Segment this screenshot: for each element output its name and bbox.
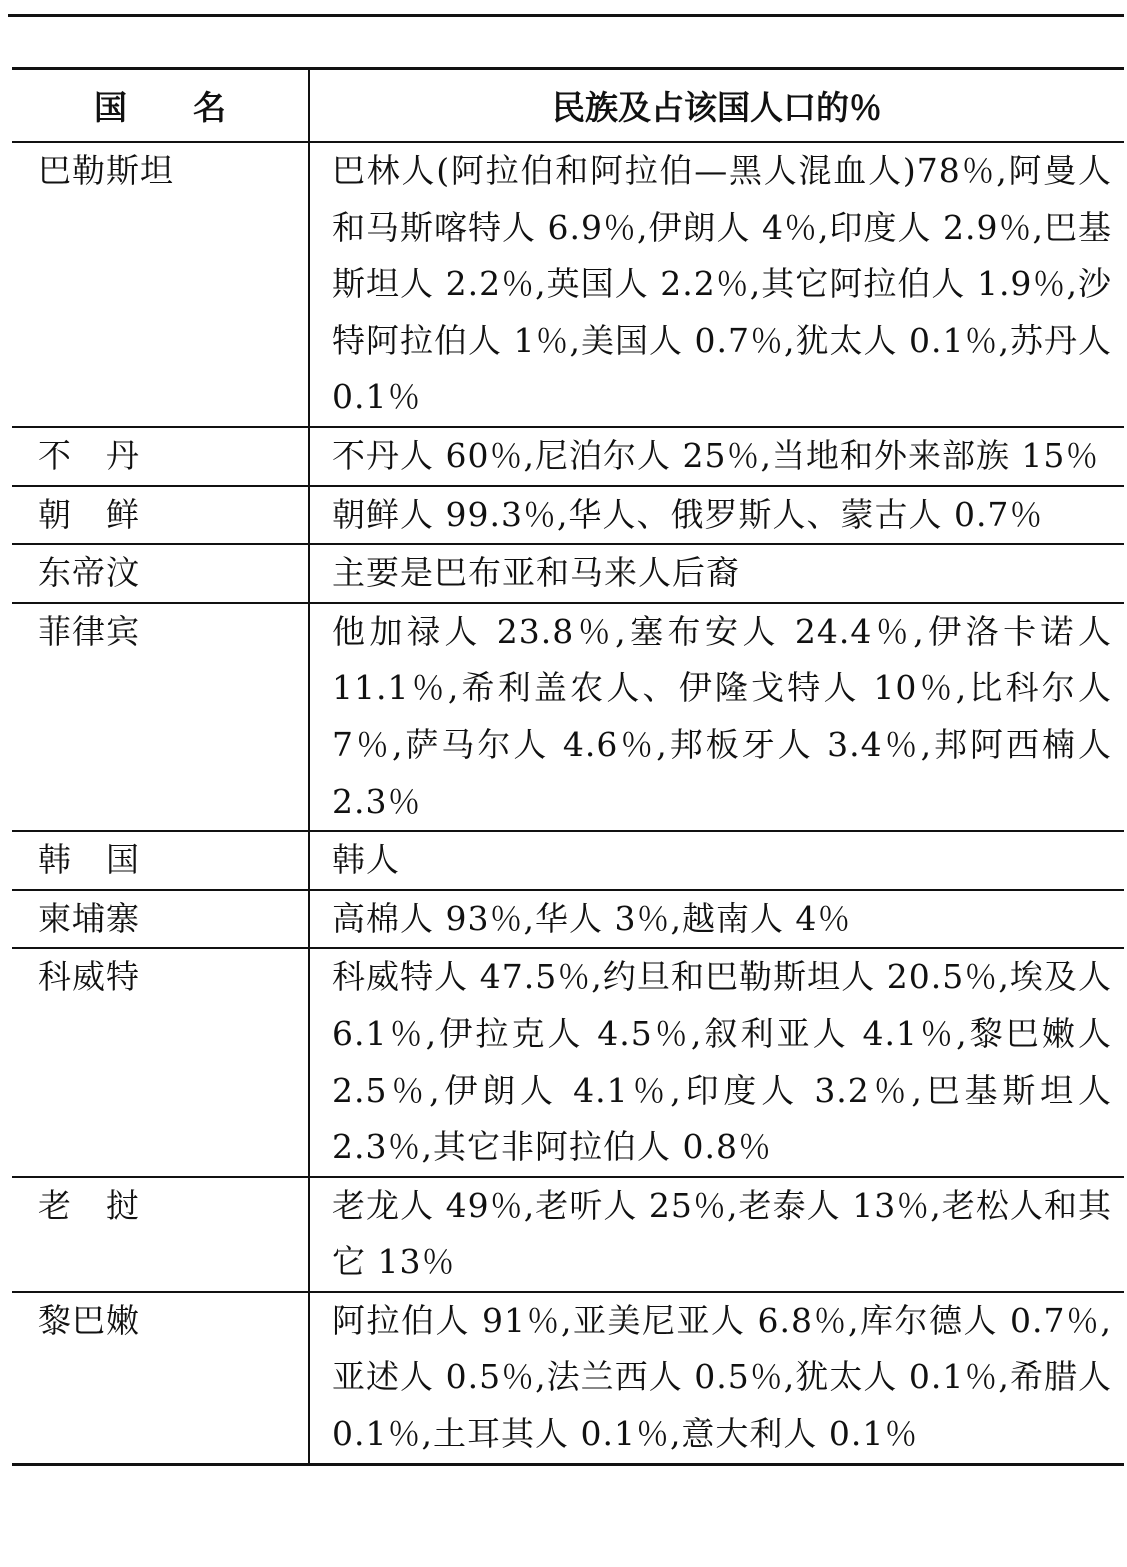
- ethnic-composition: 科威特人 47.5％,约旦和巴勒斯坦人 20.5％,埃及人 6.1％,伊拉克人 4.5％,叙利亚人 4.1％,黎巴嫩人 2.5％,伊朗人 4.1％,印度人 3.2％,巴基斯坦人 2.3％,其它非阿拉伯人 0.8％: [309, 948, 1124, 1176]
- ethnic-composition: 老龙人 49％,老听人 25％,老泰人 13％,老松人和其它 13％: [309, 1177, 1124, 1292]
- ethnic-composition: 不丹人 60％,尼泊尔人 25％,当地和外来部族 15％: [309, 427, 1124, 486]
- country-name: 韩 国: [12, 831, 309, 890]
- table-row: [12, 486, 1124, 545]
- table-row: [12, 948, 1124, 1176]
- table-row: [12, 427, 1124, 486]
- country-name: 朝 鲜: [12, 486, 309, 545]
- table-row: [12, 603, 1124, 831]
- country-name: 不 丹: [12, 427, 309, 486]
- table-row: [12, 1292, 1124, 1464]
- table-row: [12, 1177, 1124, 1292]
- ethnic-composition-table: [12, 67, 1124, 1466]
- country-name: 老 挝: [12, 1177, 309, 1292]
- top-rule: [8, 14, 1124, 17]
- country-name: 菲律宾: [12, 603, 309, 831]
- ethnic-composition: 高棉人 93％,华人 3％,越南人 4％: [309, 890, 1124, 949]
- country-name: 巴勒斯坦: [12, 142, 309, 427]
- country-name: 柬埔寨: [12, 890, 309, 949]
- table-row: [12, 831, 1124, 890]
- ethnic-composition: 朝鲜人 99.3％,华人、俄罗斯人、蒙古人 0.7％: [309, 486, 1124, 545]
- ethnic-composition: 阿拉伯人 91％,亚美尼亚人 6.8％,库尔德人 0.7％,亚述人 0.5％,法兰西人 0.5％,犹太人 0.1％,希腊人 0.1％,土耳其人 0.1％,意大利人 0.1％: [309, 1292, 1124, 1464]
- ethnic-column-header: 民族及占该国人口的％: [309, 69, 1124, 143]
- table-header-row: [12, 69, 1124, 143]
- country-column-header: 国 名: [12, 69, 309, 143]
- ethnic-composition: 他加禄人 23.8％,塞布安人 24.4％,伊洛卡诺人 11.1％,希利盖农人、伊隆戈特人 10％,比科尔人 7％,萨马尔人 4.6％,邦板牙人 3.4％,邦阿西楠人 2.3％: [309, 603, 1124, 831]
- country-name: 东帝汶: [12, 544, 309, 603]
- table-row: [12, 890, 1124, 949]
- ethnic-composition: 主要是巴布亚和马来人后裔: [309, 544, 1124, 603]
- ethnic-composition: 巴林人(阿拉伯和阿拉伯—黑人混血人)78％,阿曼人和马斯喀特人 6.9％,伊朗人 4％,印度人 2.9％,巴基斯坦人 2.2％,英国人 2.2％,其它阿拉伯人 1.9％,沙特阿拉伯人 1％,美国人 0.7％,犹太人 0.1％,苏丹人 0.1％: [309, 142, 1124, 427]
- country-name: 科威特: [12, 948, 309, 1176]
- table-row: [12, 142, 1124, 427]
- ethnic-composition: 韩人: [309, 831, 1124, 890]
- table-row: [12, 544, 1124, 603]
- country-name: 黎巴嫩: [12, 1292, 309, 1464]
